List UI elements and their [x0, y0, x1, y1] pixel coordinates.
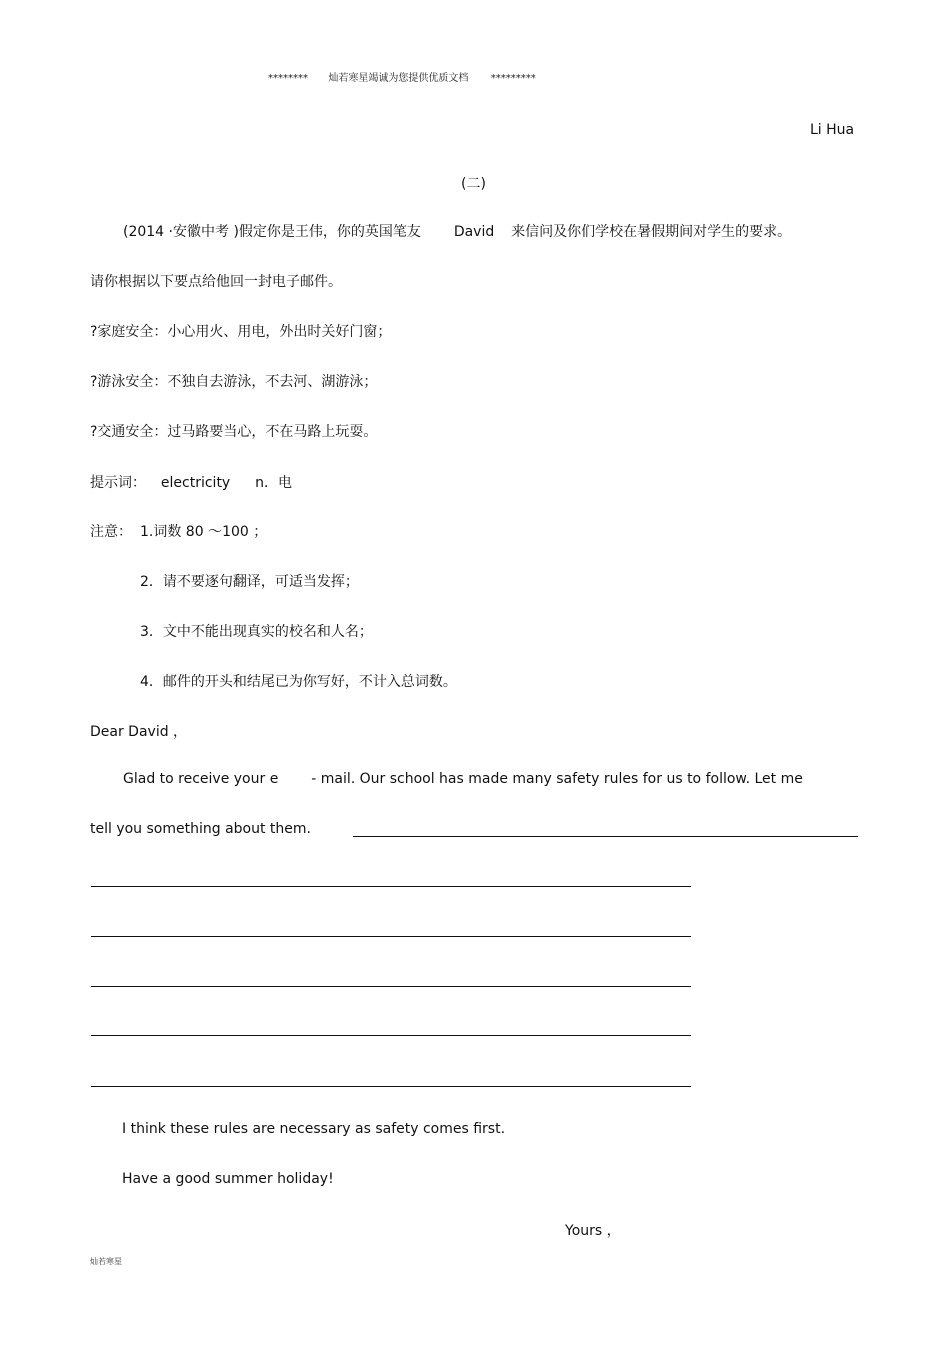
letter-body-1b: - mail. Our school has made many safety rules for us to follow. Let me [311, 771, 803, 787]
letter-body-line-1 [123, 771, 803, 787]
writing-line[interactable] [91, 936, 691, 937]
letter-body-1a: Glad to receive your e [123, 771, 279, 787]
prompt-source: (2014 ·安徽中考 ) [123, 224, 239, 240]
note-item-3: 3．文中不能出现真实的校名和人名； [140, 624, 373, 640]
hint-word: electricity [160, 475, 231, 491]
note-item-2: 2．请不要逐句翻译，可适当发挥； [140, 574, 359, 590]
hint-pos: n．电 [255, 475, 292, 491]
hint-line [90, 472, 292, 492]
section-title: (二) [461, 176, 486, 192]
prompt-line-1 [123, 221, 791, 241]
point-traffic-safety: ?交通安全：过马路要当心，不在马路上玩耍。 [90, 424, 378, 440]
writing-line[interactable] [91, 1086, 691, 1087]
prompt-name: David [453, 224, 495, 240]
note-item-1: 1.词数 80 ～100 ； [140, 524, 268, 540]
header-stars-right: ********* [490, 73, 536, 84]
prompt-line-2: 请你根据以下要点给他回一封电子邮件。 [90, 274, 342, 290]
signature-top: Li Hua [810, 122, 855, 138]
header-stars-left: ******** [268, 73, 308, 84]
letter-closing-2: Have a good summer holiday! [122, 1171, 334, 1187]
page-footer: 灿若寒星 [90, 1257, 122, 1266]
notes-label: 注意： [90, 524, 132, 540]
header-text: 灿若寒星竭诚为您提供优质文档 [328, 73, 469, 84]
letter-body-line-2: tell you something about them. [90, 821, 311, 837]
writing-line[interactable] [91, 986, 691, 987]
writing-line[interactable] [353, 836, 858, 837]
writing-line[interactable] [91, 1035, 691, 1036]
point-home-safety: ?家庭安全：小心用火、用电，外出时关好门窗； [90, 324, 392, 340]
letter-greeting: Dear David ， [90, 724, 188, 740]
prompt-text-2: 来信问及你们学校在暑假期间对学生的要求。 [511, 224, 792, 240]
letter-closing-1: I think these rules are necessary as safety comes first. [122, 1121, 506, 1137]
point-swimming-safety: ?游泳安全：不独自去游泳，不去河、湖游泳； [90, 374, 378, 390]
letter-signoff: Yours ， [565, 1223, 621, 1239]
page-header [268, 69, 536, 84]
note-item-4: 4．邮件的开头和结尾已为你写好，不计入总词数。 [140, 674, 457, 690]
hint-label: 提示词： [90, 475, 146, 491]
writing-line[interactable] [91, 886, 691, 887]
prompt-text-1: 假定你是王伟，你的英国笔友 [238, 224, 421, 240]
